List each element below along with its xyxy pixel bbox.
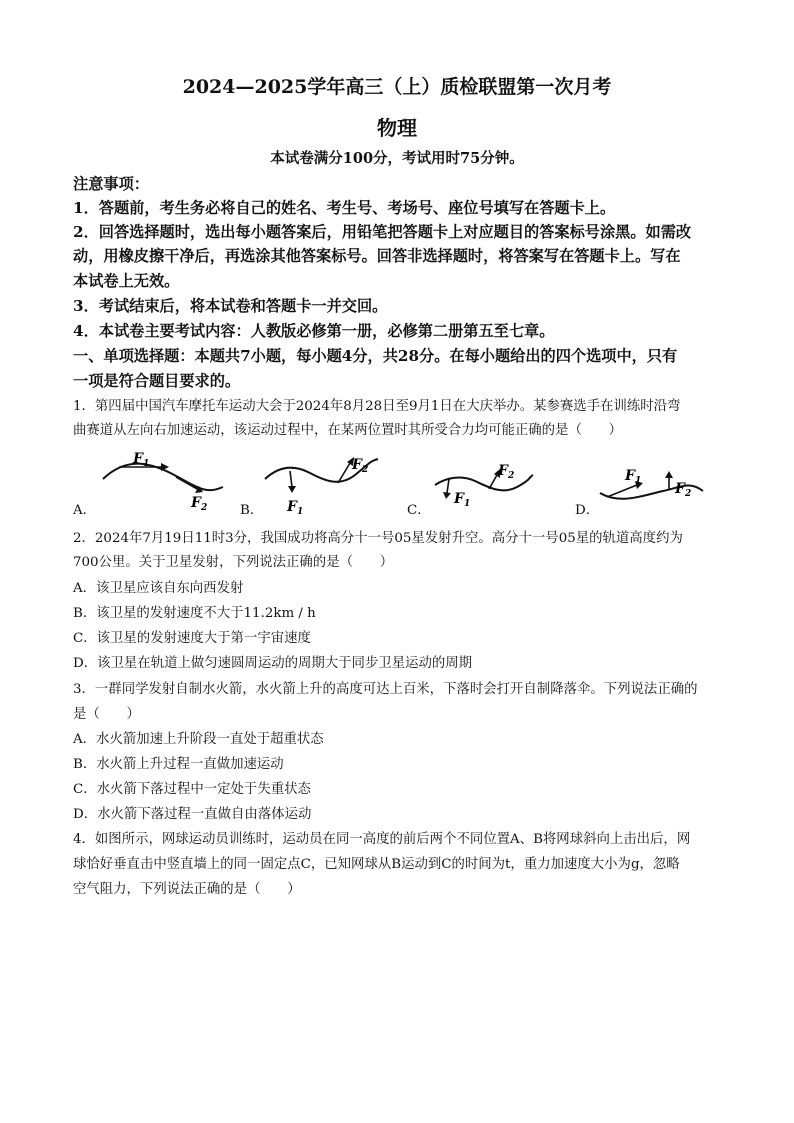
q1-diagram-a — [73, 447, 233, 519]
q3-option-b: B．水火箭上升过程一直做加速运动 — [73, 757, 284, 772]
svg-text:F2: $F_2$ — [352, 457, 369, 475]
note-1: 1．答题前，考生务必将自己的姓名、考生号、考场号、座位号填写在答题卡上。 — [73, 199, 616, 217]
q1-option-c-label: C． — [407, 503, 431, 518]
q2-option-c: C．该卫星的发射速度大于第一宇宙速度 — [73, 631, 311, 646]
q1-option-d — [575, 447, 735, 519]
note-4: 4．本试卷主要考试内容：人教版必修第一册，必修第二册第五至七章。 — [73, 322, 555, 340]
svg-text:F1: $F_1$ — [287, 499, 304, 517]
q3-option-a: A．水火箭加速上升阶段一直处于超重状态 — [73, 732, 324, 747]
note-3: 3．考试结束后，将本试卷和答题卡一并交回。 — [73, 297, 388, 315]
q3-option-d: D．水火箭下落过程一直做自由落体运动 — [73, 807, 312, 822]
svg-text:F1: $F_1$ — [625, 468, 642, 486]
q3-stem-line-2: 是（ ） — [73, 707, 140, 722]
q2-option-b: B．该卫星的发射速度不大于11.2km / h — [73, 606, 316, 621]
exam-info: 本试卷满分100分，考试用时75分钟。 — [270, 150, 524, 167]
q1-option-a — [73, 447, 233, 519]
svg-text:F1: $F_1$ — [133, 451, 150, 469]
q3-stem-line-1: 3．一群同学发射自制水火箭，水火箭上升的高度可达上百米，下落时会打开自制降落伞。下列说法正确的 — [73, 682, 698, 697]
note-2-line-2: 动，用橡皮擦干净后，再选涂其他答案标号。回答非选择题时，将答案写在答题卡上。写在 — [73, 247, 681, 265]
q1-option-b — [240, 447, 400, 519]
q4-stem-line-1: 4．如图所示，网球运动员训练时，运动员在同一高度的前后两个不同位置A、B将网球斜向上击出后，网 — [73, 832, 691, 847]
q4-stem-line-2: 球恰好垂直击中竖直墙上的同一固定点C，已知网球从B运动到C的时间为t，重力加速度大小为g，忽略 — [73, 857, 680, 872]
svg-text:F2: $F_2$ — [191, 495, 208, 513]
q2-stem-line-2: 700公里。关于卫星发射，下列说法正确的是（ ） — [73, 555, 394, 570]
svg-text:F2: $F_2$ — [675, 481, 692, 499]
svg-text:F1: $F_1$ — [454, 491, 471, 509]
notes-heading: 注意事项： — [73, 175, 149, 193]
q2-option-d: D．该卫星在轨道上做匀速圆周运动的周期大于同步卫星运动的周期 — [73, 656, 473, 671]
section-1-line-1: 一、单项选择题：本题共7小题，每小题4分，共28分。在每小题给出的四个选项中，只有 — [73, 347, 678, 365]
q1-stem-line-1: 1．第四届中国汽车摩托车运动大会于2024年8月28日至9月1日在大庆举办。某参赛选手在训练时沿弯 — [73, 399, 681, 414]
q2-option-a: A．该卫星应该自东向西发射 — [73, 581, 244, 596]
q1-diagram-b — [240, 447, 400, 519]
note-2-line-1: 2．回答选择题时，选出每小题答案后，用铅笔把答题卡上对应题目的答案标号涂黑。如需改 — [73, 223, 692, 241]
subject-title: 物理 — [377, 116, 417, 140]
q1-option-a-label: A． — [73, 503, 97, 518]
q1-option-c — [407, 447, 567, 519]
exam-title: 2024—2025学年高三（上）质检联盟第一次月考 — [182, 76, 612, 98]
note-2-line-3: 本试卷上无效。 — [73, 272, 180, 290]
q1-option-d-label: D． — [575, 503, 600, 518]
q2-stem-line-1: 2．2024年7月19日11时3分，我国成功将高分十一号05星发射升空。高分十一号05星的轨道高度约为 — [73, 531, 683, 546]
q1-diagram-c — [407, 447, 567, 519]
section-1-line-2: 一项是符合题目要求的。 — [73, 372, 241, 390]
q1-option-b-label: B． — [240, 503, 264, 518]
q1-stem-line-2: 曲赛道从左向右加速运动，该运动过程中，在某两位置时其所受合力均可能正确的是（ ） — [73, 423, 623, 438]
q3-option-c: C．水火箭下落过程中一定处于失重状态 — [73, 782, 311, 797]
svg-text:F2: $F_2$ — [498, 463, 515, 481]
q4-stem-line-3: 空气阻力，下列说法正确的是（ ） — [73, 882, 301, 897]
